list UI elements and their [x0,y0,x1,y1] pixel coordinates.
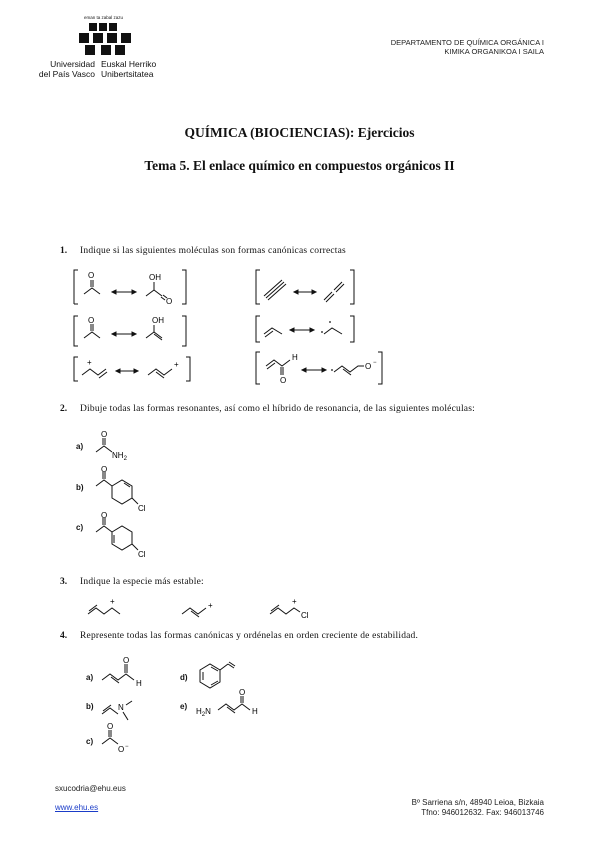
university-logo [70,15,140,60]
upv-ehu-emblem-icon [75,21,135,59]
atom-NH2: $NH_2$ [112,451,127,462]
atom-Cl: Cl [138,504,146,513]
atom-H2N: $H_2N$ [196,707,211,718]
q1-structure-3 [72,314,192,348]
atom-H: H [292,353,298,362]
q1-structure-2 [254,268,358,308]
q3-cation-3 [268,596,338,622]
atom-O: O [101,465,108,474]
q4-part-d-label: d) [180,673,188,682]
q4-part-e-label: e) [180,702,188,711]
q4-part-a-label: a) [86,673,94,682]
atom-OH: OH [149,273,161,282]
question-2-text: Dibuje todas las formas resonantes, así como el híbrido de resonancia, de las siguientes moléculas: [80,404,475,414]
question-1-text: Indique si las siguientes moléculas son formas canónicas correctas [80,246,346,256]
page-title: QUÍMICA (BIOCIENCIAS): Ejercicios [184,125,415,140]
minus-charge: − [373,360,377,366]
q4a-crotonaldehyde [100,654,160,694]
plus-charge: + [208,601,213,610]
plus-charge: + [292,597,297,606]
question-3-text: Indique la especie más estable: [80,577,204,587]
minus-charge: − [125,744,129,750]
atom-O: O [107,722,114,731]
q4-part-b-label: b) [86,702,94,711]
q3-cation-2 [180,596,240,620]
department-block [391,38,544,56]
department-eu: KIMIKA ORGANIKOA I SAILA [444,47,544,56]
footer-address-line: Bº Sarriena s/n, 48940 Leioa, Bizkaia [411,798,544,807]
university-name-es [27,60,95,79]
q4-part-c-label: c) [86,737,94,746]
q1-structure-5 [72,355,196,383]
university-es-line2: del País Vasco [38,68,95,79]
footer-web[interactable] [55,803,98,813]
atom-Cl: Cl [301,611,309,620]
atom-N: N [118,703,124,712]
atom-O: O [166,297,173,306]
q4b-enamine [100,694,150,724]
atom-O: O [239,688,246,697]
question-1-number: 1. [60,246,68,256]
q2b-chlorocyclohexenone [92,466,182,516]
university-eu-line2: Unibertsitatea [101,68,154,79]
atom-O: O [280,376,287,385]
footer-web-link[interactable]: www.ehu.es [55,803,99,812]
logo-tagline: eman ta zabal zazu [84,15,124,20]
q2a-acetamide [92,428,162,468]
q2c-chlorocyclohexenone [92,512,182,564]
atom-O: O [101,511,108,520]
question-4-text: Represente todas las formas canónicas y ordénelas en orden creciente de estabilidad. [80,631,419,641]
q1-structure-4 [254,314,358,344]
q2-part-b-label: b) [76,483,84,492]
q1-structure-1 [72,268,192,308]
atom-O: O [118,745,125,754]
atom-O: O [123,656,130,665]
q4e-aminoacrolein [196,690,276,726]
page-subtitle: Tema 5. El enlace químico en compuestos orgánicos II [144,158,455,173]
atom-Cl: Cl [138,550,146,559]
university-name-eu [101,60,156,79]
question-3-number: 3. [60,577,68,587]
atom-OH: OH [152,316,164,325]
question-2-number: 2. [60,404,68,414]
footer-address [412,798,544,818]
university-es-line1: Universidad [50,59,95,69]
plus-charge: + [110,597,115,606]
atom-O: O [101,430,108,439]
university-eu-line1: Euskal Herriko [101,59,157,69]
plus-charge: + [87,358,92,367]
footer-email: sxucodria@ehu.eus [55,784,126,793]
atom-O: O [88,271,95,280]
q1-structure-6 [254,350,386,386]
atom-O: O [88,316,95,325]
footer-phone-line: Tfno: 946012632. Fax: 946013746 [421,808,544,817]
atom-H: H [136,679,142,688]
question-4-number: 4. [60,631,68,641]
atom-H: H [252,707,258,716]
department-es: DEPARTAMENTO DE QUÍMICA ORGÁNICA I [390,38,544,47]
q3-cation-1 [86,596,146,620]
atom-O: O [365,362,372,371]
q2-part-c-label: c) [76,523,84,532]
plus-charge: + [174,360,179,369]
q4c-acetate [100,722,150,756]
q2-part-a-label: a) [76,442,84,451]
